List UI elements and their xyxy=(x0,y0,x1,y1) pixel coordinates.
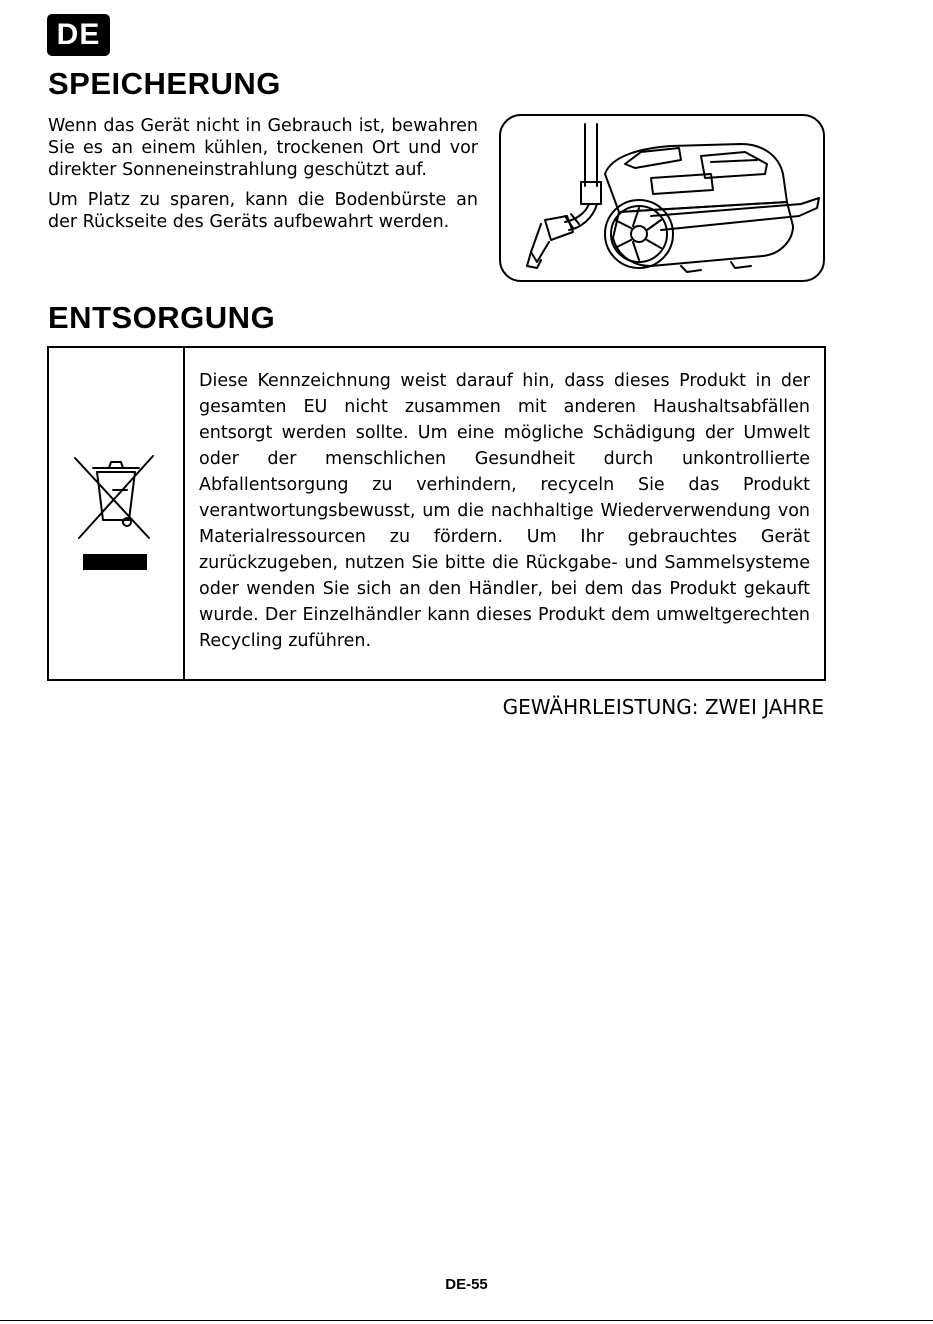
language-badge: DE xyxy=(47,14,110,56)
disposal-section-title: ENTSORGUNG xyxy=(48,300,276,335)
warranty-label: GEWÄHRLEISTUNG: ZWEI JAHRE xyxy=(502,695,824,719)
storage-text xyxy=(48,115,478,241)
vacuum-cleaner-storage-illustration xyxy=(499,114,825,282)
storage-section-title: SPEICHERUNG xyxy=(48,66,281,101)
page-number: DE-55 xyxy=(445,1276,488,1293)
disposal-table xyxy=(47,346,826,681)
weee-symbol-cell xyxy=(49,348,185,679)
storage-paragraph-1: Wenn das Gerät nicht in Gebrauch ist, bewahren Sie es an einem kühlen, trockenen Ort und vor direkter Sonneneinstrahlung geschützt auf. xyxy=(48,116,478,180)
vacuum-cleaner-icon xyxy=(501,116,823,280)
disposal-text: Diese Kennzeichnung weist darauf hin, dass dieses Produkt in der gesamten EU nicht zusammen mit anderen Haushaltsabfällen entsorgt werden sollte. Um eine mögliche Schädigung der Umwelt oder der menschlichen Gesundheit durch unkontrollierte Abfallentsorgung zu verhindern, recyceln Sie das Produkt verantwortungsbewusst, um die nachhaltige Wiederverwendung von Materialressourcen zu fördern. Um Ihr gebrauchtes Gerät zurückzugeben, nutzen Sie bitte die Rückgabe- und Sammelsysteme oder wenden Sie sich an den Händler, bei dem das Produkt gekauft wurde. Der Einzelhändler kann dieses Produkt dem umweltgerechten Recycling zuführen. xyxy=(199,371,810,651)
crossed-out-wheelie-bin-icon xyxy=(49,348,183,679)
bottom-divider xyxy=(0,1320,933,1321)
storage-paragraph-2: Um Platz zu sparen, kann die Bodenbürste an der Rückseite des Geräts aufbewahrt werden. xyxy=(48,190,478,232)
